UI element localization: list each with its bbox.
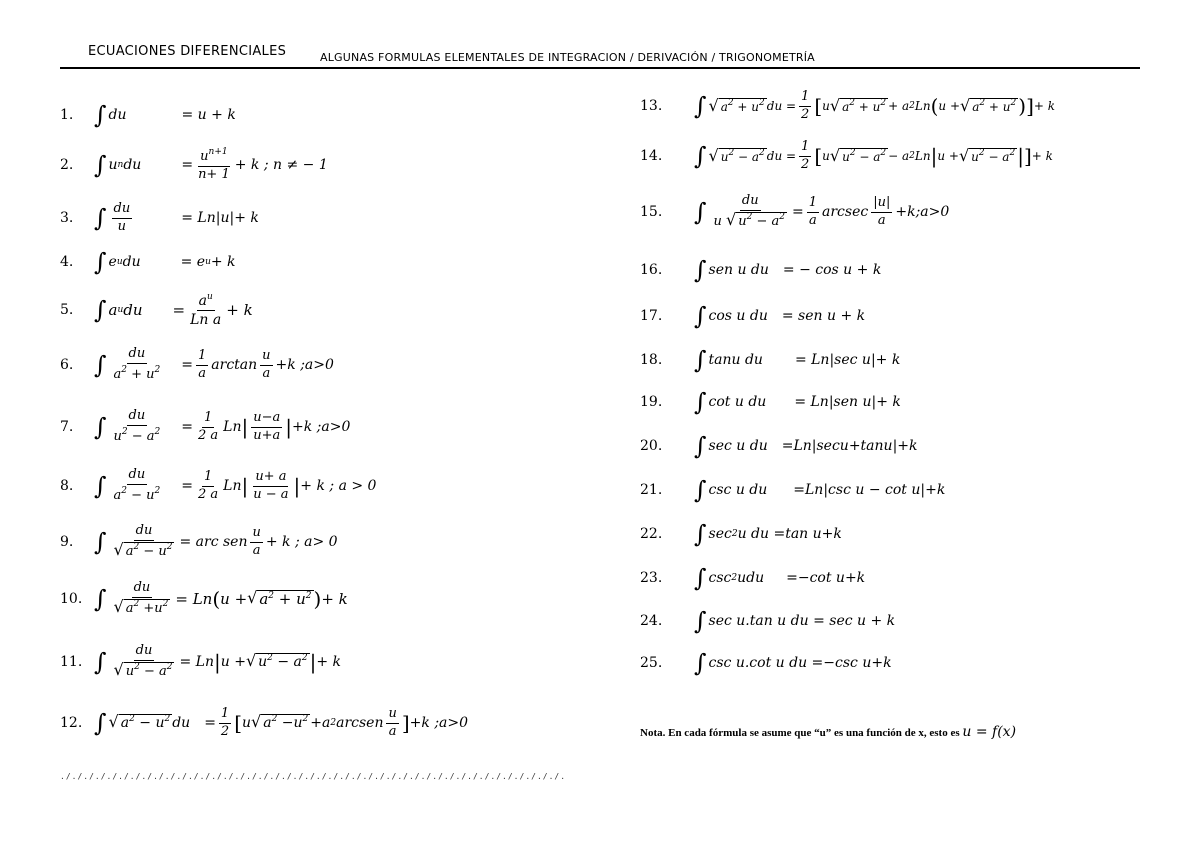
formula-number: 11. (60, 654, 83, 670)
formula-1: 1. ∫ du = u + k (60, 101, 236, 129)
formula-number: 15. (640, 204, 663, 220)
formula-13: 13. ∫ √ $a^2 + u^2$ du = 1 2 [ u √ $a^2 + u^2$ + a 2 Ln ( u + √ $a^2 + u^2$ ) ] + k (640, 88, 1056, 122)
formula-7: 7. ∫ du $u^2 - a^2$ = 1 2 a Ln | u−a u+a | +k ;a>0 (60, 408, 351, 444)
formula-24: 24. ∫ sec u.tan u du = sec u + k (640, 607, 896, 635)
formula-10: 10. ∫ du √ $a^2 +u^2$ = Ln ( u + √ $a^2 + u^2$ ) + k (60, 580, 348, 616)
note (640, 724, 1016, 740)
formula-18: 18. ∫ tanu du = Ln | sec u | + k (640, 346, 901, 374)
formula-19: 19. ∫ cot u du = Ln | sen u | + k (640, 388, 901, 416)
note-text: Nota. En cada fórmula se asume que “u” es una función de x, esto es (640, 727, 960, 739)
formula-number: 18. (640, 352, 663, 368)
formula-number: 6. (60, 357, 74, 373)
formula-16: 16. ∫ sen u du = − cos u + k (640, 256, 882, 284)
formula-22: 22. ∫ sec 2 u du =tan u+k (640, 520, 842, 548)
formula-number: 13. (640, 98, 663, 114)
formula-number: 12. (60, 715, 83, 731)
formula-number: 20. (640, 438, 663, 454)
formula-number: 4. (60, 254, 74, 270)
formula-21: 21. ∫ csc u du =Ln | csc u − cot u | +k (640, 476, 946, 504)
header-subtitle: ALGUNAS FORMULAS ELEMENTALES DE INTEGRACION / DERIVACIÓN / TRIGONOMETRÍA (320, 51, 815, 64)
formula-number: 8. (60, 478, 74, 494)
formula-number: 16. (640, 262, 663, 278)
formula-number: 22. (640, 526, 663, 542)
formula-2: 2. ∫ u n du = $u^{n+1}$ n+ 1 + k ; n ≠ − 1 (60, 147, 328, 182)
formula-number: 23. (640, 570, 663, 586)
formula-number: 19. (640, 394, 663, 410)
formula-number: 24. (640, 613, 663, 629)
formula-number: 10. (60, 591, 83, 607)
formula-3: 3. ∫ du u = Ln | u | + k (60, 200, 259, 234)
formula-12: 12. ∫ √ $a^2 - u^2$ du = 1 2 [ u √ $a^2 -u^2$ +a 2 arcsen u a ] +k ;a>0 (60, 705, 469, 739)
formula-23: 23. ∫ csc 2 udu =−cot u+k (640, 564, 866, 592)
formula-14: 14. ∫ √ $u^2 - a^2$ du = 1 2 [ u √ $u^2 - a^2$ − a 2 Ln | u + √ $u^2 - a^2$ | ] + k (640, 138, 1053, 172)
formula-15: 15. ∫ du u √ $u^2 - a^2$ = 1 a arcsec |u| a +k;a>0 (640, 193, 950, 229)
header-rule (60, 67, 1140, 69)
header-title: ECUACIONES DIFERENCIALES (88, 44, 287, 59)
formula-4: 4. ∫ e u du = e u + k (60, 248, 236, 276)
formula-8: 8. ∫ du $a^2 - u^2$ = 1 2 a Ln | u+ a u − a | + k ; a > 0 (60, 467, 377, 503)
formula-11: 11. ∫ du √ $u^2 - a^2$ = Ln | u + √ $u^2 - a^2$ | + k (60, 643, 342, 679)
footer-dashes: ./././././././././././././././././././././././././././././././././././././././././././. (60, 772, 567, 781)
formula-25: 25. ∫ csc u.cot u du =−csc u+k (640, 649, 892, 677)
formula-number: 9. (60, 534, 74, 550)
formula-5: 5. ∫ a u du = $a^u$ Ln a + k (60, 291, 253, 328)
formula-number: 17. (640, 308, 663, 324)
formula-number: 14. (640, 148, 663, 164)
formula-number: 2. (60, 157, 74, 173)
formula-number: 7. (60, 419, 74, 435)
note-formula: u = f(x) (962, 724, 1017, 740)
formula-number: 3. (60, 210, 74, 226)
formula-17: 17. ∫ cos u du = sen u + k (640, 302, 866, 330)
formula-number: 21. (640, 482, 663, 498)
formula-number: 5. (60, 302, 74, 318)
formula-9: 9. ∫ du √ $a^2 - u^2$ = arc sen u a + k ; a> 0 (60, 523, 338, 559)
formula-number: 1. (60, 107, 74, 123)
formula-20: 20. ∫ sec u du =Ln | secu+tanu | +k (640, 432, 918, 460)
formula-6: 6. ∫ du $a^2 + u^2$ = 1 a arctan u a +k ;a>0 (60, 346, 334, 382)
formula-number: 25. (640, 655, 663, 671)
